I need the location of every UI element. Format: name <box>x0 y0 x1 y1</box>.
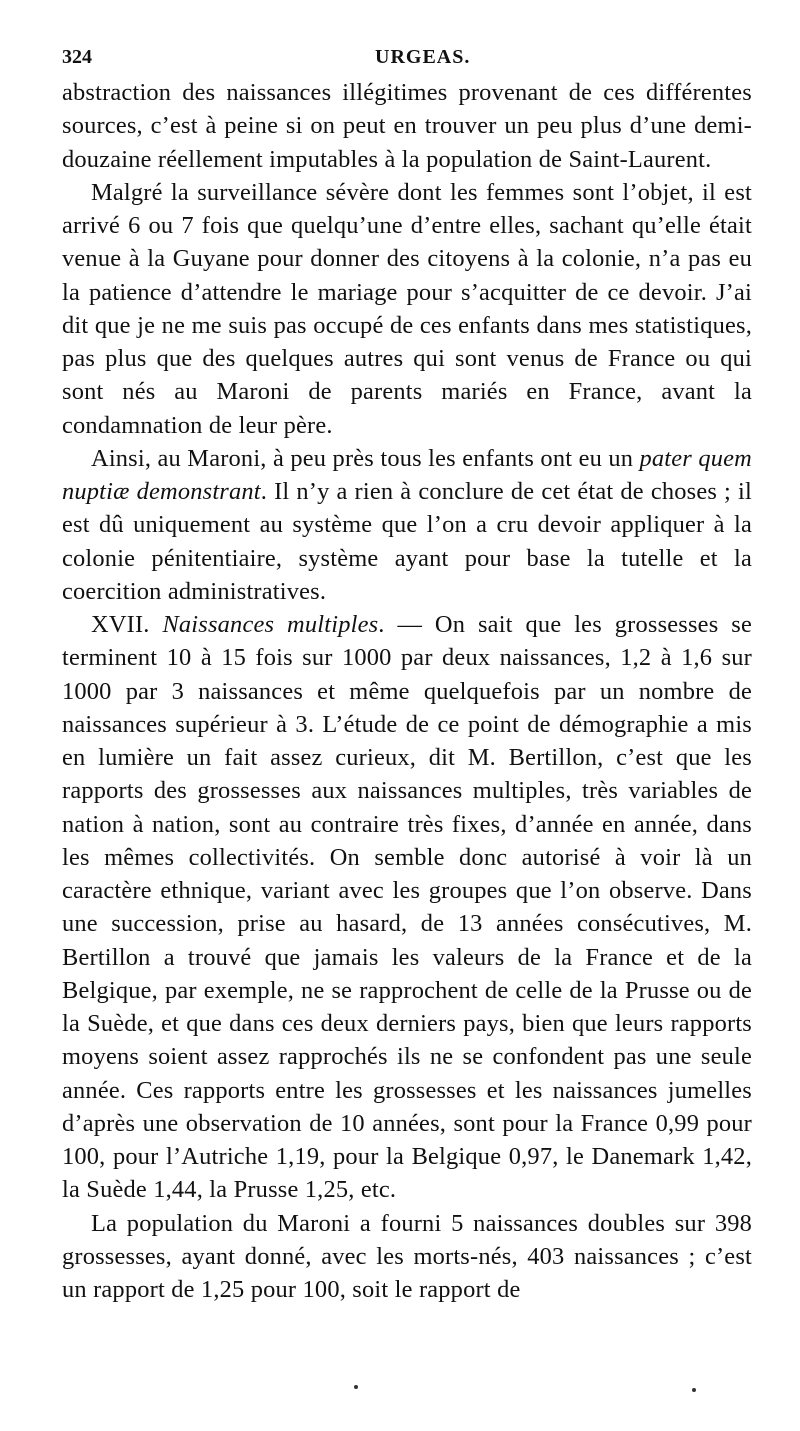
section-title: Naissances multiples <box>162 611 379 638</box>
body-text <box>62 76 752 1306</box>
paragraph-3-start: Ainsi, au Maroni, à peu près tous les enfants ont eu un <box>91 444 640 472</box>
paragraph-3 <box>62 442 752 608</box>
ink-speck <box>692 1388 696 1392</box>
paragraph-5: La population du Maroni a fourni 5 naissances doubles sur 398 grossesses, ayant donné, avec les morts-nés, 403 naissances ; c’est un rapport de 1,25 pour 100, soit le rapport de <box>62 1209 752 1303</box>
section-number: XVII. <box>91 611 163 638</box>
page-number: 324 <box>62 46 92 68</box>
paragraph-1: abstraction des naissances illégitimes provenant de ces différentes sources, c’est à peine si on peut en trouver un peu plus d’une demi-douzaine réellement imputables à la population de Saint-Laurent. <box>62 79 752 173</box>
latin-phrase: pater quem nuptiæ demonstrant <box>62 444 752 505</box>
book-page <box>62 40 752 1306</box>
paragraph-4-body: . — On sait que les grossesses se terminent 10 à 15 fois sur 1000 par deux naissances, 1,2 à 1,6 sur 1000 par 3 naissances et même quelquefois par un nombre de naissances supérieur à 3. L’étude de ce point de démographie a mis en lumière un fait assez curieux, dit M. Bertillon, c’est que les rapports des grossesses aux naissances multiples, très variables de nation à nation, sont au contraire très fixes, d’année en année, dans les mêmes collectivités. On semble donc autorisé à voir là un caractère ethnique, variant avec les groupes que l’on observe. Dans une succession, prise au hasard, de 13 années consécutives, M. Bertillon a trouvé que jamais les valeurs de la France et de la Belgique, par exemple, ne se rapprochent de celle de la Prusse ou de la Suède, et que dans ces deux derniers pays, bien que leurs rapports moyens soient assez rapprochés ils ne se confondent pas une seule année. Ces rapports entre les grossesses et les naissances jumelles d’après une observation de 10 années, sont pour la France 0,99 pour 100, pour l’Autriche 1,19, pour la Belgique 0,97, le Danemark 1,42, la Suède 1,44, la Prusse 1,25, etc. <box>62 611 752 1204</box>
ink-speck <box>354 1385 358 1389</box>
paragraph-2: Malgré la surveillance sévère dont les femmes sont l’objet, il est arrivé 6 ou 7 fois que quelqu’une d’entre elles, sachant qu’elle était venue à la Guyane pour donner des citoyens à la colonie, n’a pas eu la patience d’attendre le mariage pour s’acquitter de ce devoir. J’ai dit que je ne me suis pas occupé de ces enfants dans mes statistiques, pas plus que des quelques autres qui sont venus de France ou qui sont nés au Maroni de parents mariés en France, avant la condamnation de leur père. <box>62 178 752 439</box>
running-head: URGEAS. <box>375 46 471 68</box>
paragraph-3-end: . Il n’y a rien à conclure de cet état de choses ; il est dû uniquement au système que l’on a cru devoir appliquer à la colonie pénitentiaire, système ayant pour base la tutelle et la coercition administratives. <box>62 478 752 605</box>
page-header <box>62 40 752 76</box>
paragraph-4 <box>62 608 752 1207</box>
